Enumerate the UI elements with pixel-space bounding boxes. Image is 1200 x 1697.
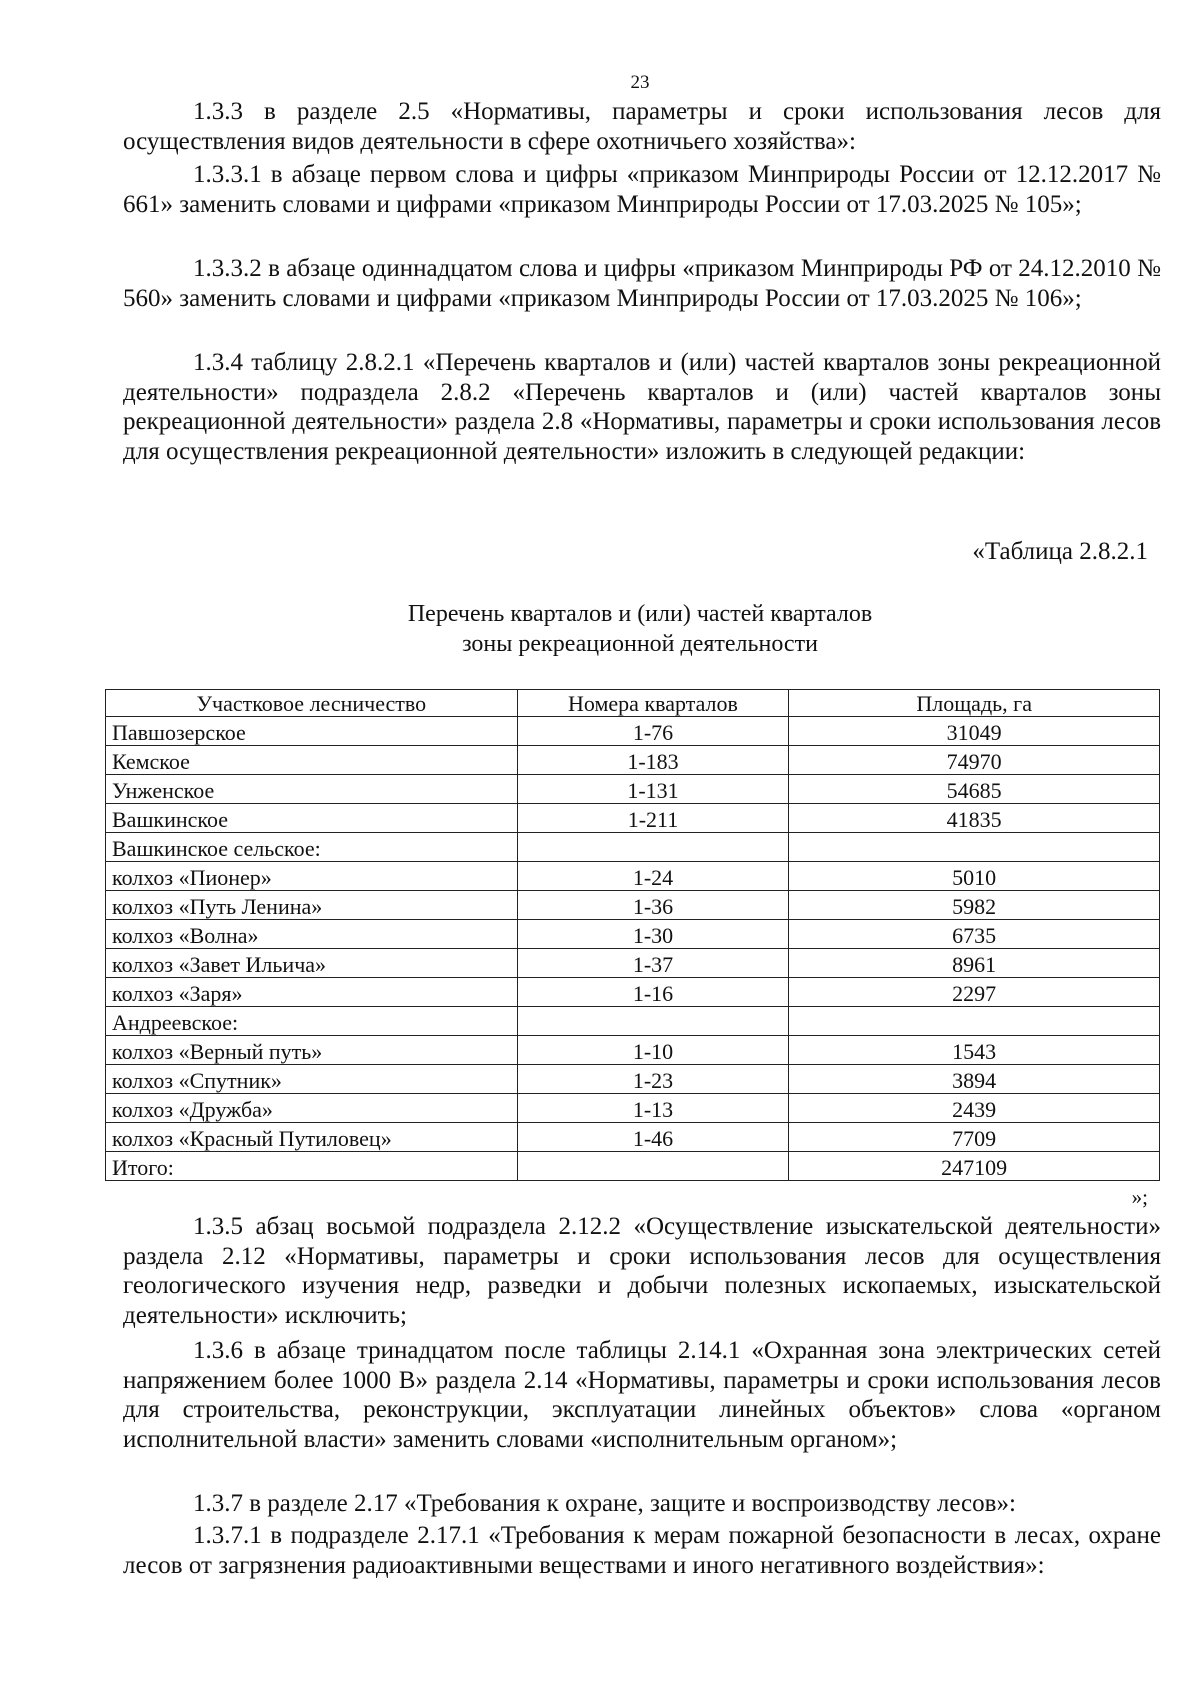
recreation-zones-table [105,689,1160,1181]
cell-forestry: колхоз «Путь Ленина» [106,891,518,920]
table-row [106,1007,1160,1036]
table-row [106,920,1160,949]
table-row [106,1094,1160,1123]
cell-area [789,1007,1160,1036]
cell-area: 54685 [789,775,1160,804]
cell-forestry: колхоз «Спутник» [106,1065,518,1094]
table-title-line-1: Перечень кварталов и (или) частей кварталов [407,601,873,627]
cell-area: 8961 [789,949,1160,978]
cell-total-area: 247109 [789,1152,1160,1181]
paragraph-1-3-3: 1.3.3 в разделе 2.5 «Нормативы, параметры и сроки использования лесов для осуществления видов деятельности в сфере охотничьего хозяйства»: [123,98,1161,155]
table-row [106,891,1160,920]
cell-quarters: 1-37 [517,949,789,978]
cell-quarters: 1-10 [517,1036,789,1065]
cell-forestry: колхоз «Верный путь» [106,1036,518,1065]
table-total-row [106,1152,1160,1181]
cell-forestry: Андреевское: [106,1007,518,1036]
header-area: Площадь, га [789,690,1160,717]
cell-quarters: 1-13 [517,1094,789,1123]
table-row [106,1065,1160,1094]
cell-area: 31049 [789,717,1160,746]
cell-area: 2297 [789,978,1160,1007]
table-header-row [106,690,1160,717]
cell-quarters [517,833,789,862]
header-forestry: Участковое лесничество [106,690,518,717]
cell-quarters: 1-183 [517,746,789,775]
paragraph-1-3-3-1: 1.3.3.1 в абзаце первом слова и цифры «приказом Минприроды России от 12.12.2017 № 661» заменить словами и цифрами «приказом Минприроды России от 17.03.2025 № 105»; [123,161,1161,218]
cell-forestry: колхоз «Заря» [106,978,518,1007]
cell-area: 1543 [789,1036,1160,1065]
cell-quarters [517,1007,789,1036]
cell-area: 3894 [789,1065,1160,1094]
table-row [106,978,1160,1007]
table-row [106,862,1160,891]
table-row [106,949,1160,978]
paragraph-1-3-7: 1.3.7 в разделе 2.17 «Требования к охране, защите и воспроизводству лесов»: [193,1490,1016,1517]
cell-quarters [517,1152,789,1181]
cell-area: 74970 [789,746,1160,775]
cell-quarters: 1-46 [517,1123,789,1152]
cell-forestry: Вашкинское [106,804,518,833]
cell-forestry: колхоз «Дружба» [106,1094,518,1123]
paragraph-1-3-5: 1.3.5 абзац восьмой подраздела 2.12.2 «Осуществление изыскательской деятельности» раздела 2.12 «Нормативы, параметры и сроки использования лесов для осуществления геологического изучения недр, разведки и добычи полезных ископаемых, изыскательской деятельности» исключить; [123,1213,1161,1329]
table-row [106,833,1160,862]
cell-area: 7709 [789,1123,1160,1152]
cell-forestry: колхоз «Волна» [106,920,518,949]
cell-quarters: 1-23 [517,1065,789,1094]
cell-area [789,833,1160,862]
table-row [106,1123,1160,1152]
paragraph-1-3-3-2: 1.3.3.2 в абзаце одиннадцатом слова и цифры «приказом Минприроды РФ от 24.12.2010 № 560» заменить словами и цифрами «приказом Минприроды России от 17.03.2025 № 106»; [123,255,1161,312]
header-quarters: Номера кварталов [517,690,789,717]
cell-forestry: Вашкинское сельское: [106,833,518,862]
cell-forestry: колхоз «Завет Ильича» [106,949,518,978]
table-row [106,717,1160,746]
cell-total-label: Итого: [106,1152,518,1181]
cell-area: 5982 [789,891,1160,920]
table-row [106,1036,1160,1065]
cell-quarters: 1-76 [517,717,789,746]
cell-quarters: 1-131 [517,775,789,804]
table-row [106,746,1160,775]
cell-quarters: 1-211 [517,804,789,833]
cell-area: 2439 [789,1094,1160,1123]
cell-forestry: Кемское [106,746,518,775]
cell-forestry: колхоз «Пионер» [106,862,518,891]
cell-area: 5010 [789,862,1160,891]
table-title-line-2: зоны рекреационной деятельности [462,631,818,657]
paragraph-1-3-7-1: 1.3.7.1 в подразделе 2.17.1 «Требования к мерам пожарной безопасности в лесах, охране лесов от загрязнения радиоактивными веществами и иного негативного воздействия»: [123,1522,1161,1579]
cell-quarters: 1-16 [517,978,789,1007]
cell-quarters: 1-36 [517,891,789,920]
table-row [106,775,1160,804]
cell-area: 41835 [789,804,1160,833]
table-row [106,804,1160,833]
cell-forestry: колхоз «Красный Путиловец» [106,1123,518,1152]
cell-area: 6735 [789,920,1160,949]
paragraph-1-3-4: 1.3.4 таблицу 2.8.2.1 «Перечень кварталов и (или) частей кварталов зоны рекреационной деятельности» подраздела 2.8.2 «Перечень кварталов и (или) частей кварталов зоны рекреационной деятельности» раздела 2.8 «Нормативы, параметры и сроки использования лесов для осуществления рекреационной деятельности» изложить в следующей редакции: [123,349,1161,465]
cell-forestry: Павшозерское [106,717,518,746]
table-closing-quote: »; [1131,1185,1148,1209]
page-number: 23 [630,72,650,93]
cell-quarters: 1-30 [517,920,789,949]
paragraph-1-3-6: 1.3.6 в абзаце тринадцатом после таблицы 2.14.1 «Охранная зона электрических сетей напряжением более 1000 В» раздела 2.14 «Нормативы, параметры и сроки использования лесов для строительства, реконструкции, эксплуатации линейных объектов» слова «органом исполнительной власти» заменить словами «исполнительным органом»; [123,1337,1161,1453]
cell-forestry: Унженское [106,775,518,804]
table-title [0,599,1200,659]
cell-quarters: 1-24 [517,862,789,891]
table-label: «Таблица 2.8.2.1 [972,538,1148,565]
